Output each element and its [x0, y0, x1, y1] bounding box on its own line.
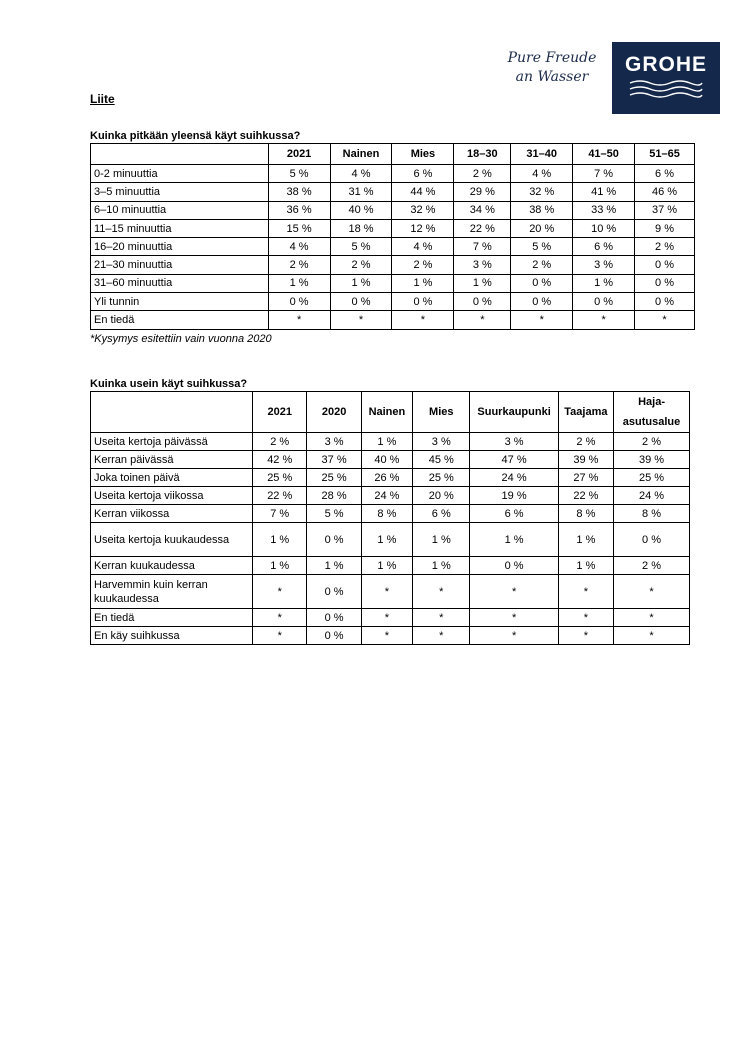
- table-cell: 7 %: [573, 165, 635, 183]
- table-row: [91, 557, 690, 575]
- shower-duration-table: [90, 143, 695, 330]
- column-header: 18–30: [454, 144, 511, 165]
- brand-tagline: [500, 50, 604, 85]
- column-header: [91, 144, 269, 165]
- table-cell: 28 %: [307, 487, 361, 505]
- table-cell: 7 %: [454, 238, 511, 256]
- table-cell: 2 %: [268, 256, 330, 274]
- table-cell: *: [470, 575, 558, 609]
- table-cell: 2 %: [614, 557, 690, 575]
- column-header: 41–50: [573, 144, 635, 165]
- table-cell: 1 %: [573, 274, 635, 292]
- table-cell: 37 %: [307, 451, 361, 469]
- table-row: [91, 201, 695, 219]
- table-cell: 3 %: [454, 256, 511, 274]
- table-cell: 1 %: [413, 523, 470, 557]
- row-label: 16–20 minuuttia: [91, 238, 269, 256]
- table-cell: 0 %: [511, 293, 573, 311]
- table-cell: 8 %: [614, 505, 690, 523]
- table-cell: 32 %: [392, 201, 454, 219]
- table-row: [91, 256, 695, 274]
- table-cell: 20 %: [413, 487, 470, 505]
- table-cell: 22 %: [253, 487, 307, 505]
- table-cell: 24 %: [614, 487, 690, 505]
- column-header: [91, 392, 253, 433]
- table-cell: *: [558, 609, 613, 627]
- table-cell: 8 %: [361, 505, 412, 523]
- table-cell: 38 %: [511, 201, 573, 219]
- table-cell: 31 %: [330, 183, 392, 201]
- row-label: En tiedä: [91, 311, 269, 329]
- column-header: Mies: [392, 144, 454, 165]
- column-header: Nainen: [330, 144, 392, 165]
- table-cell: *: [253, 575, 307, 609]
- row-label: 3–5 minuuttia: [91, 183, 269, 201]
- table-cell: 0 %: [392, 293, 454, 311]
- tagline-line-1: Pure Freude: [507, 50, 597, 66]
- table-cell: 4 %: [330, 165, 392, 183]
- table-cell: 46 %: [635, 183, 695, 201]
- table-cell: 2 %: [511, 256, 573, 274]
- table-cell: 39 %: [614, 451, 690, 469]
- table-cell: 0 %: [573, 293, 635, 311]
- table-cell: 4 %: [268, 238, 330, 256]
- table-cell: 4 %: [392, 238, 454, 256]
- table-cell: 34 %: [454, 201, 511, 219]
- table-cell: 1 %: [558, 523, 613, 557]
- table-cell: 0 %: [268, 293, 330, 311]
- row-label: 0-2 minuuttia: [91, 165, 269, 183]
- row-label: Useita kertoja viikossa: [91, 487, 253, 505]
- table-cell: *: [253, 627, 307, 645]
- table-cell: 18 %: [330, 219, 392, 237]
- table-cell: 25 %: [614, 469, 690, 487]
- table-cell: 24 %: [470, 469, 558, 487]
- table-cell: 0 %: [307, 575, 361, 609]
- page-heading: Liite: [90, 92, 115, 106]
- table-cell: 2 %: [558, 433, 613, 451]
- table-row: [91, 451, 690, 469]
- column-header: 31–40: [511, 144, 573, 165]
- table-cell: 6 %: [413, 505, 470, 523]
- table-cell: 0 %: [307, 609, 361, 627]
- row-label: En käy suihkussa: [91, 627, 253, 645]
- row-label: 6–10 minuuttia: [91, 201, 269, 219]
- table-cell: 0 %: [454, 293, 511, 311]
- row-label: En tiedä: [91, 609, 253, 627]
- table-cell: 9 %: [635, 219, 695, 237]
- table-cell: *: [470, 627, 558, 645]
- column-header: Nainen: [361, 392, 412, 433]
- table2-header-row: [91, 392, 690, 433]
- table-cell: *: [558, 575, 613, 609]
- table-cell: *: [392, 311, 454, 329]
- table-cell: 12 %: [392, 219, 454, 237]
- table-cell: 1 %: [268, 274, 330, 292]
- table-cell: 1 %: [361, 557, 412, 575]
- table-row: [91, 293, 695, 311]
- table-cell: 10 %: [573, 219, 635, 237]
- table-cell: 3 %: [573, 256, 635, 274]
- table-cell: *: [511, 311, 573, 329]
- table-cell: 39 %: [558, 451, 613, 469]
- table-cell: *: [614, 627, 690, 645]
- table-cell: 44 %: [392, 183, 454, 201]
- table-cell: 6 %: [573, 238, 635, 256]
- table-cell: 37 %: [635, 201, 695, 219]
- table-cell: 0 %: [470, 557, 558, 575]
- table-cell: *: [361, 575, 412, 609]
- table-cell: *: [253, 609, 307, 627]
- table-cell: 47 %: [470, 451, 558, 469]
- row-label: Kerran viikossa: [91, 505, 253, 523]
- table-cell: 2 %: [253, 433, 307, 451]
- column-header: Mies: [413, 392, 470, 433]
- table-cell: *: [573, 311, 635, 329]
- table-cell: 1 %: [253, 557, 307, 575]
- table-cell: 6 %: [392, 165, 454, 183]
- table-row: [91, 165, 695, 183]
- table-cell: 27 %: [558, 469, 613, 487]
- table-cell: 0 %: [635, 256, 695, 274]
- table-cell: 5 %: [268, 165, 330, 183]
- table-cell: 1 %: [361, 523, 412, 557]
- table-cell: 45 %: [413, 451, 470, 469]
- grohe-logo: [612, 42, 720, 114]
- table-row: [91, 505, 690, 523]
- table-cell: 40 %: [330, 201, 392, 219]
- table-cell: 6 %: [470, 505, 558, 523]
- column-header: 2021: [253, 392, 307, 433]
- table-cell: 7 %: [253, 505, 307, 523]
- table-cell: 0 %: [635, 274, 695, 292]
- table-cell: 2 %: [454, 165, 511, 183]
- table-cell: 0 %: [635, 293, 695, 311]
- logo-wordmark: GROHE: [624, 53, 707, 76]
- column-header: Suurkaupunki: [470, 392, 558, 433]
- table-cell: 1 %: [361, 433, 412, 451]
- row-label: 21–30 minuuttia: [91, 256, 269, 274]
- table-cell: *: [413, 627, 470, 645]
- table-row: [91, 238, 695, 256]
- table-cell: *: [268, 311, 330, 329]
- table-cell: 5 %: [511, 238, 573, 256]
- table-cell: *: [635, 311, 695, 329]
- tagline-line-2: an Wasser: [515, 69, 589, 85]
- table-cell: 8 %: [558, 505, 613, 523]
- table-cell: *: [413, 609, 470, 627]
- table-row: [91, 433, 690, 451]
- table-cell: *: [361, 627, 412, 645]
- table-cell: *: [454, 311, 511, 329]
- table-cell: 33 %: [573, 201, 635, 219]
- table-row: [91, 311, 695, 329]
- table-cell: 5 %: [330, 238, 392, 256]
- table-cell: 5 %: [307, 505, 361, 523]
- table-cell: *: [558, 627, 613, 645]
- row-label: Useita kertoja päivässä: [91, 433, 253, 451]
- table1-title: Kuinka pitkään yleensä käyt suihkussa?: [90, 130, 301, 142]
- row-label: Kerran kuukaudessa: [91, 557, 253, 575]
- row-label: Yli tunnin: [91, 293, 269, 311]
- table-cell: 38 %: [268, 183, 330, 201]
- shower-frequency-table: [90, 391, 690, 645]
- table-row: [91, 274, 695, 292]
- table-cell: 2 %: [392, 256, 454, 274]
- table-cell: 1 %: [307, 557, 361, 575]
- row-label: Kerran päivässä: [91, 451, 253, 469]
- water-waves-icon: [626, 78, 706, 100]
- table-cell: 3 %: [470, 433, 558, 451]
- column-header: Taajama: [558, 392, 613, 433]
- table-cell: 1 %: [470, 523, 558, 557]
- table-cell: 22 %: [558, 487, 613, 505]
- table-cell: 42 %: [253, 451, 307, 469]
- row-label: Joka toinen päivä: [91, 469, 253, 487]
- table-cell: 26 %: [361, 469, 412, 487]
- table-cell: 2 %: [330, 256, 392, 274]
- table-row: [91, 469, 690, 487]
- column-header: 51–65: [635, 144, 695, 165]
- table-cell: 36 %: [268, 201, 330, 219]
- row-label: 11–15 minuuttia: [91, 219, 269, 237]
- row-label: Useita kertoja kuukaudessa: [91, 523, 253, 557]
- column-header: Haja-asutusalue: [614, 392, 690, 433]
- table-cell: 0 %: [307, 627, 361, 645]
- table1-footnote: *Kysymys esitettiin vain vuonna 2020: [90, 333, 272, 345]
- table-row: [91, 523, 690, 557]
- table1-header-row: [91, 144, 695, 165]
- table-cell: 20 %: [511, 219, 573, 237]
- table-cell: 29 %: [454, 183, 511, 201]
- table-row: [91, 183, 695, 201]
- table-cell: 3 %: [307, 433, 361, 451]
- table2-title: Kuinka usein käyt suihkussa?: [90, 378, 248, 390]
- table-cell: 25 %: [413, 469, 470, 487]
- table-row: [91, 609, 690, 627]
- table-row: [91, 487, 690, 505]
- table-cell: *: [413, 575, 470, 609]
- table-cell: 25 %: [253, 469, 307, 487]
- table-cell: 40 %: [361, 451, 412, 469]
- table-cell: 22 %: [454, 219, 511, 237]
- table-cell: 32 %: [511, 183, 573, 201]
- table-cell: 6 %: [635, 165, 695, 183]
- table-cell: *: [330, 311, 392, 329]
- table-cell: 1 %: [330, 274, 392, 292]
- table-row: [91, 575, 690, 609]
- table-cell: 1 %: [392, 274, 454, 292]
- table-cell: *: [470, 609, 558, 627]
- table-cell: 19 %: [470, 487, 558, 505]
- table-cell: 41 %: [573, 183, 635, 201]
- table-cell: 1 %: [413, 557, 470, 575]
- table-row: [91, 627, 690, 645]
- table-cell: 24 %: [361, 487, 412, 505]
- table-row: [91, 219, 695, 237]
- table-cell: 4 %: [511, 165, 573, 183]
- table-cell: *: [614, 609, 690, 627]
- table-cell: 1 %: [454, 274, 511, 292]
- table-cell: 2 %: [635, 238, 695, 256]
- column-header: 2021: [268, 144, 330, 165]
- table-cell: 3 %: [413, 433, 470, 451]
- table-cell: 15 %: [268, 219, 330, 237]
- column-header: 2020: [307, 392, 361, 433]
- table-cell: *: [614, 575, 690, 609]
- table-cell: 1 %: [558, 557, 613, 575]
- table-cell: 0 %: [511, 274, 573, 292]
- table-cell: 2 %: [614, 433, 690, 451]
- table-cell: 1 %: [253, 523, 307, 557]
- table-cell: 25 %: [307, 469, 361, 487]
- table-cell: 0 %: [330, 293, 392, 311]
- row-label: 31–60 minuuttia: [91, 274, 269, 292]
- row-label: Harvemmin kuin kerran kuukaudessa: [91, 575, 253, 609]
- table-cell: 0 %: [614, 523, 690, 557]
- table-cell: 0 %: [307, 523, 361, 557]
- table-cell: *: [361, 609, 412, 627]
